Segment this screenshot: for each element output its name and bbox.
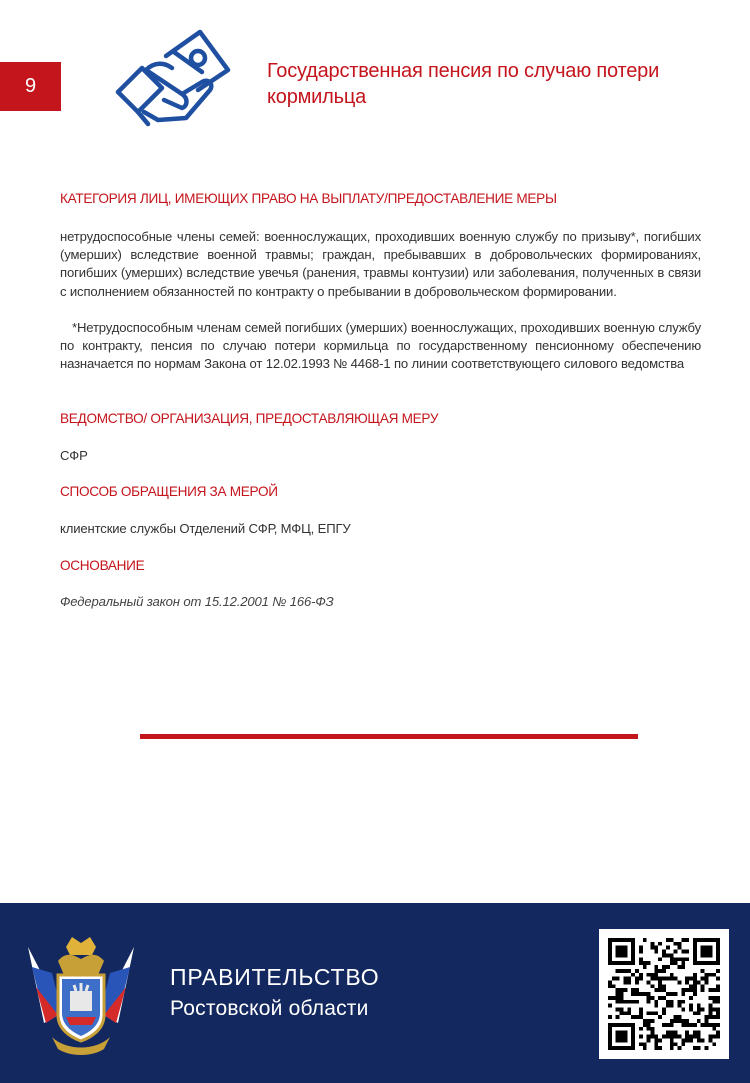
- basis-heading: ОСНОВАНИЕ: [60, 558, 145, 573]
- section-divider: [140, 734, 638, 739]
- hand-holding-money-icon: [112, 28, 234, 138]
- page-title: [267, 58, 707, 110]
- footer-subtitle: Ростовской области: [170, 997, 369, 1020]
- agency-heading: ВЕДОМСТВО/ ОРГАНИЗАЦИЯ, ПРЕДОСТАВЛЯЮЩАЯ МЕРУ: [60, 411, 439, 426]
- category-footnote: *Нетрудоспособным членам семей погибших (умерших) военнослужащих, проходивших военную службу по контракту, пенсия по случаю потери кормильца по государственному пенсионному обеспечению назначается по нормам Закона от 12.02.1993 № 4468-1 по линии соответствующего силового ведомства: [60, 320, 701, 372]
- agency-text: СФР: [60, 448, 88, 463]
- footer-title: ПРАВИТЕЛЬСТВО: [170, 964, 380, 990]
- qr-code-frame: [599, 929, 729, 1059]
- footer: [0, 903, 750, 1083]
- category-heading: КАТЕГОРИЯ ЛИЦ, ИМЕЮЩИХ ПРАВО НА ВЫПЛАТУ/ПРЕДОСТАВЛЕНИЕ МЕРЫ: [60, 191, 557, 206]
- method-heading: СПОСОБ ОБРАЩЕНИЯ ЗА МЕРОЙ: [60, 484, 278, 499]
- method-text: клиентские службы Отделений СФР, МФЦ, ЕПГУ: [60, 521, 351, 536]
- category-paragraph: нетрудоспособные члены семей: военнослужащих, проходивших военную службу по призыву*, погибших (умерших) вследствие военной травмы; граждан, пребывавших в добровольческих формированиях, погибших (умерших) вследствие увечья (ранения, травмы контузии) или заболевания, полученных в связи с исполнением обязанностей по контракту о пребывании в добровольческом формировании.: [60, 229, 701, 299]
- page-title-line1: Государственная пенсия по случаю потери: [267, 60, 660, 82]
- page-title-line2: кормильца: [267, 86, 367, 108]
- coat-of-arms-icon: [22, 933, 140, 1057]
- qr-code: [608, 938, 720, 1050]
- basis-text: Федеральный закон от 15.12.2001 № 166-ФЗ: [60, 594, 334, 609]
- page-number: 9: [24, 75, 37, 97]
- page-number-badge: [0, 62, 61, 111]
